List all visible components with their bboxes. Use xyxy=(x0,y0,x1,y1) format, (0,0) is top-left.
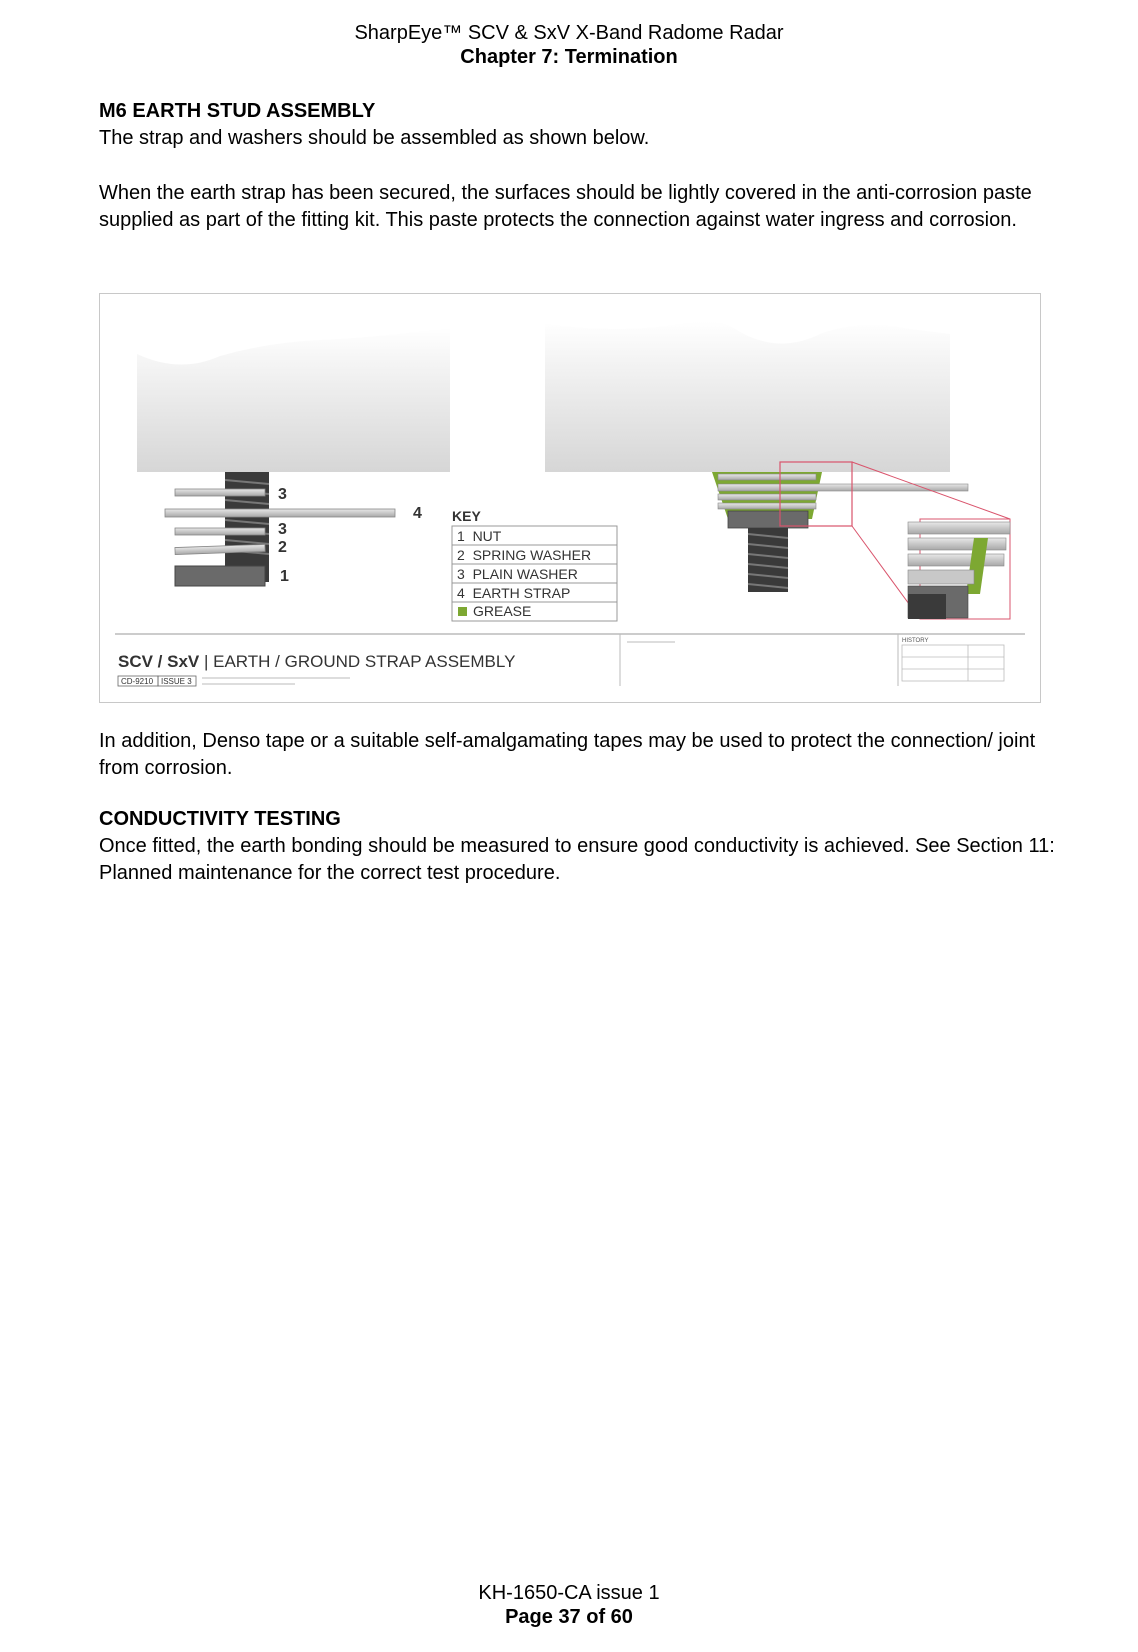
section-heading-conductivity: CONDUCTIVITY TESTING xyxy=(99,808,341,830)
left-plain-washer-top xyxy=(175,489,265,496)
key-item-grease: GREASE xyxy=(473,603,532,619)
earth-strap-assembly-diagram xyxy=(99,293,1041,703)
left-earth-strap xyxy=(165,509,395,517)
detail-view xyxy=(908,519,1010,619)
header-title: SharpEye™ SCV & SxV X-Band Radome Radar xyxy=(354,22,784,44)
footer-doc-number: KH-1650-CA issue 1 xyxy=(478,1582,660,1604)
paragraph-denso-tape: In addition, Denso tape or a suitable self-amalgamating tapes may be used to protect the connection/ joint from corrosion. xyxy=(99,730,1036,779)
drawing-issue: ISSUE 3 xyxy=(161,677,192,686)
paragraph-assembly-intro: The strap and washers should be assembled as shown below. xyxy=(99,127,650,149)
drawing-title xyxy=(118,652,515,671)
left-plain-washer-bottom xyxy=(175,528,265,535)
key-item-nut: 1 NUT xyxy=(457,528,502,544)
paragraph-anti-corrosion: When the earth strap has been secured, the surfaces should be lightly covered in the anti-corrosion paste supplied as part of the fitting kit. This paste protects the connection against water ingress and corrosion. xyxy=(99,182,1032,231)
header-chapter: Chapter 7: Termination xyxy=(460,46,678,68)
diagram-svg xyxy=(100,294,1040,702)
key-item-earth-strap: 4 EARTH STRAP xyxy=(457,585,571,601)
key-item-spring-washer: 2 SPRING WASHER xyxy=(457,547,592,563)
drawing-title-rest: | EARTH / GROUND STRAP ASSEMBLY xyxy=(199,652,516,671)
key-title: KEY xyxy=(452,508,481,524)
left-mounting-surface xyxy=(137,328,450,472)
paragraph-conductivity: Once fitted, the earth bonding should be measured to ensure good conductivity is achieved. See Section 11: Planned maintenance for the correct test procedure. xyxy=(99,835,1055,884)
grease-swatch xyxy=(458,607,467,616)
key-item-plain-washer: 3 PLAIN WASHER xyxy=(457,566,578,582)
callout-4: 4 xyxy=(413,505,422,522)
callout-1: 1 xyxy=(280,568,289,585)
history-table xyxy=(902,645,1004,681)
left-nut xyxy=(175,566,265,586)
history-label: HISTORY xyxy=(902,638,929,644)
right-mounting-surface xyxy=(545,321,950,472)
drawing-title-bold: SCV / SxV xyxy=(118,652,200,671)
callout-3-bottom: 3 xyxy=(278,521,287,538)
footer-page-number: Page 37 of 60 xyxy=(505,1606,633,1628)
callout-2: 2 xyxy=(278,539,287,556)
key-table xyxy=(452,508,617,621)
drawing-number: CD-9210 xyxy=(121,677,154,686)
section-heading-earth-stud: M6 EARTH STUD ASSEMBLY xyxy=(99,100,376,122)
callout-3-top: 3 xyxy=(278,486,287,503)
